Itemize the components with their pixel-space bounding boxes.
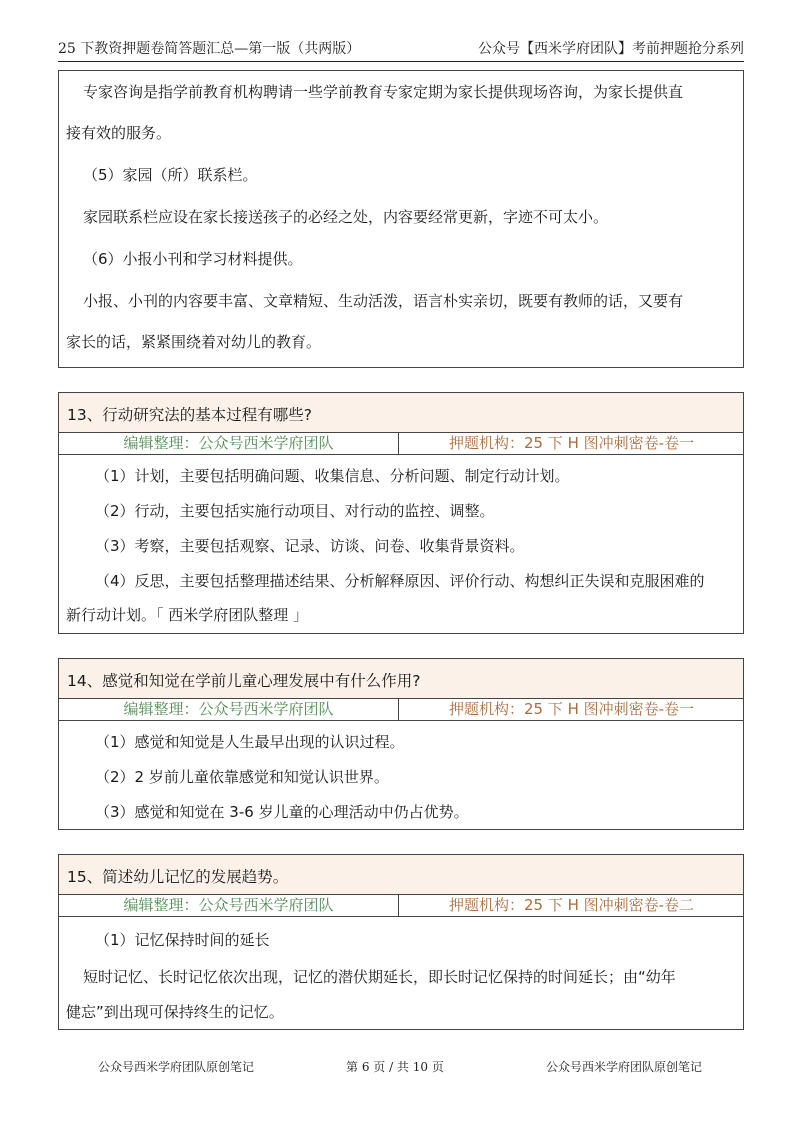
question-meta-row [59, 433, 743, 455]
page-number: 第 6 页 / 共 10 页 [346, 1060, 444, 1074]
answer-line: （3）考察，主要包括观察、记录、访谈、问卷、收集背景资料。 [95, 537, 525, 555]
source-credit: 押题机构：25 下 H 图冲刺密卷-卷一 [448, 434, 695, 452]
paragraph-line: 小报、小刊的内容要丰富、文章精短、生动活泼，语言朴实亲切，既要有教师的话，又要有 [83, 292, 684, 310]
page-header [58, 36, 744, 62]
continuation-block [58, 70, 744, 368]
answer-line: （2）2 岁前儿童依靠感觉和知觉认识世界。 [95, 768, 389, 786]
answer-line: 健忘”到出现可保持终生的记忆。 [66, 1003, 284, 1021]
footer-right: 公众号西米学府团队原创笔记 [546, 1060, 703, 1074]
header-series: 公众号【西米学府团队】考前押题抢分系列 [478, 41, 744, 57]
answer-line: 新行动计划。「 西米学府团队整理 」 [66, 606, 309, 624]
editor-credit: 编辑整理：公众号西米学府团队 [59, 433, 399, 454]
paragraph-line: 家长的话，紧紧围绕着对幼儿的教育。 [66, 333, 322, 351]
question-title: 14、感觉和知觉在学前儿童心理发展中有什么作用? [67, 672, 421, 690]
question-meta-row [59, 895, 743, 917]
question-title-bar [59, 659, 743, 699]
answer-line: （4）反思，主要包括整理描述结果、分析解释原因、评价行动、构想纠正失误和克服困难的 [95, 572, 705, 590]
question-block-15 [58, 854, 744, 1030]
question-title-bar [59, 855, 743, 895]
paragraph-line: 接有效的服务。 [66, 124, 172, 142]
source-credit: 押题机构：25 下 H 图冲刺密卷-卷一 [448, 700, 695, 718]
answer-line: （3）感觉和知觉在 3-6 岁儿童的心理活动中仍占优势。 [95, 803, 469, 821]
paragraph-line: 家园联系栏应设在家长接送孩子的必经之处，内容要经常更新，字迹不可太小。 [83, 208, 609, 226]
header-title: 25 下教资押题卷简答题汇总—第一版（共两版） [58, 41, 361, 57]
editor-credit: 编辑整理：公众号西米学府团队 [59, 895, 399, 916]
question-block-13 [58, 392, 744, 634]
answer-line: （1）感觉和知觉是人生最早出现的认识过程。 [95, 733, 405, 751]
source-credit: 押题机构：25 下 H 图冲刺密卷-卷二 [448, 896, 695, 914]
question-title-bar [59, 393, 743, 433]
question-title: 15、简述幼儿记忆的发展趋势。 [67, 868, 289, 886]
question-block-14 [58, 658, 744, 830]
answer-line: （1）记忆保持时间的延长 [95, 931, 270, 949]
paragraph-line: 专家咨询是指学前教育机构聘请一些学前教育专家定期为家长提供现场咨询，为家长提供直 [83, 83, 684, 101]
footer-left: 公众号西米学府团队原创笔记 [98, 1060, 255, 1074]
answer-line: （2）行动，主要包括实施行动项目、对行动的监控、调整。 [95, 502, 495, 520]
paragraph-line: （6）小报小刊和学习材料提供。 [83, 250, 303, 268]
paragraph-line: （5）家园（所）联系栏。 [83, 166, 258, 184]
question-meta-row [59, 699, 743, 721]
question-title: 13、行动研究法的基本过程有哪些? [67, 406, 312, 424]
answer-line: （1）计划，主要包括明确问题、收集信息、分析问题、制定行动计划。 [95, 467, 570, 485]
editor-credit: 编辑整理：公众号西米学府团队 [59, 699, 399, 720]
answer-line: 短时记忆、长时记忆依次出现，记忆的潜伏期延长，即长时记忆保持的时间延长；由“幼年 [83, 968, 676, 986]
